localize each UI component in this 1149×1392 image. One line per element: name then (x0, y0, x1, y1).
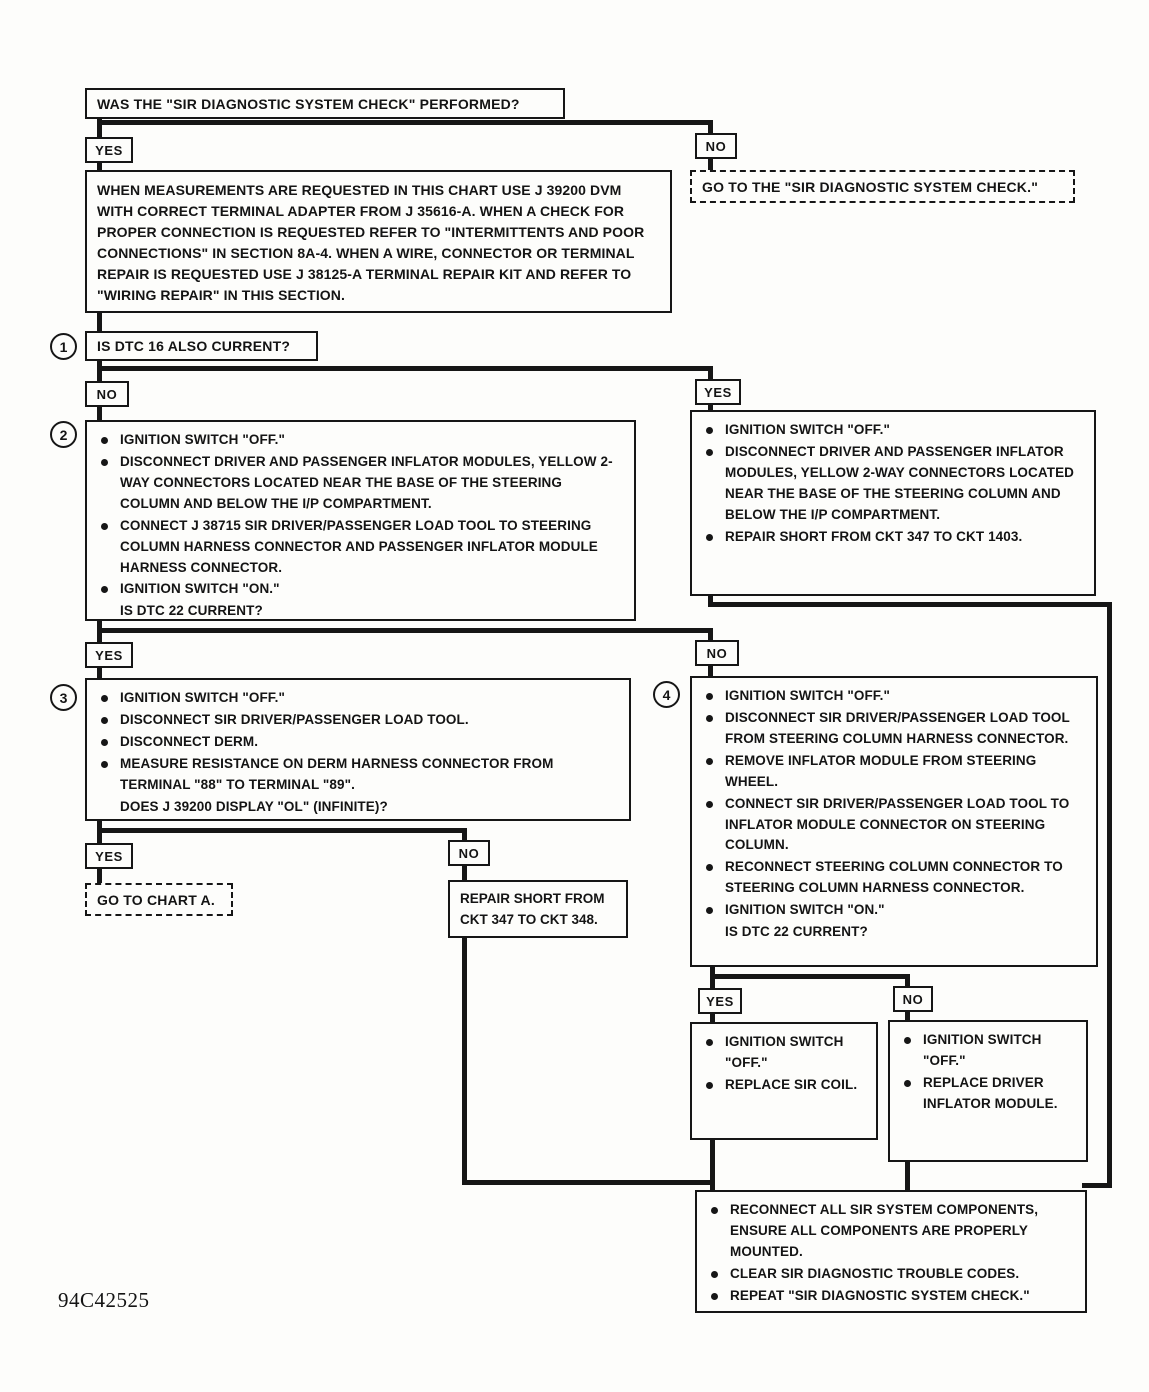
repair1403-item: DISCONNECT DRIVER AND PASSENGER INFLATOR MODULES, YELLOW 2-WAY CONNECTORS LOCATED NEAR THE BASE OF THE STEERING COLUMN AND BELOW THE I/P COMPARTMENT. (725, 443, 1075, 522)
no-label: NO (96, 386, 118, 402)
bullet-icon (706, 693, 713, 700)
step3-item: DISCONNECT SIR DRIVER/PASSENGER LOAD TOOL. (120, 711, 469, 727)
bullet-icon (101, 739, 108, 746)
step2-item: IGNITION SWITCH "ON." (120, 581, 280, 597)
bullet-icon (706, 427, 713, 434)
bullet-icon (706, 907, 713, 914)
repair348-box (448, 880, 628, 938)
step4-item: RECONNECT STEERING COLUMN CONNECTOR TO STEERING COLUMN HARNESS CONNECTOR. (725, 859, 1063, 896)
step3-box (85, 678, 631, 821)
branch-label-no-2 (85, 381, 129, 407)
bullet-icon (101, 717, 108, 724)
connector-line (97, 312, 102, 333)
bullet-icon (706, 1082, 713, 1089)
bullet-icon (904, 1037, 911, 1044)
step4-item: REMOVE INFLATOR MODULE FROM STEERING WHEEL. (725, 752, 1037, 789)
step4-item: IGNITION SWITCH "ON." (725, 902, 885, 918)
goto-system-check-text: GO TO THE "SIR DIAGNOSTIC SYSTEM CHECK." (702, 178, 1039, 195)
branch-label-yes-3 (85, 642, 133, 668)
final-item: REPEAT "SIR DIAGNOSTIC SYSTEM CHECK." (730, 1287, 1030, 1303)
step-badge-2 (50, 421, 77, 448)
step2-question: IS DTC 22 CURRENT? (120, 603, 263, 619)
dtc16-question-box (85, 331, 318, 361)
branch-label-yes-1 (85, 137, 133, 163)
bullet-icon (101, 523, 108, 530)
connector-line (710, 1140, 715, 1192)
connector-line (97, 120, 713, 125)
replace-module-box (888, 1020, 1088, 1162)
instructions-box (85, 170, 672, 313)
step2-item: DISCONNECT DRIVER AND PASSENGER INFLATOR MODULES, YELLOW 2-WAY CONNECTORS LOCATED NEAR THE BASE OF THE STEERING COLUMN AND BELOW THE I/P COMPARTMENT. (120, 453, 613, 511)
bullet-icon (711, 1293, 718, 1300)
step-badge-1 (50, 333, 77, 360)
repair348-text: REPAIR SHORT FROM CKT 347 TO CKT 348. (460, 891, 605, 927)
connector-line (1107, 602, 1112, 1188)
yes-label: YES (95, 142, 123, 158)
step4-item: CONNECT SIR DRIVER/PASSENGER LOAD TOOL TO INFLATOR MODULE CONNECTOR ON STEERING COLUMN. (725, 795, 1070, 853)
bullet-icon (101, 761, 108, 768)
bullet-icon (706, 801, 713, 808)
yes-label: YES (704, 384, 732, 400)
bullet-icon (706, 1039, 713, 1046)
bullet-icon (706, 758, 713, 765)
badge-2-number: 2 (59, 426, 68, 443)
connector-line (462, 938, 467, 1185)
step4-item: IGNITION SWITCH "OFF." (725, 688, 890, 703)
branch-label-no-4 (448, 840, 490, 866)
step2-item: IGNITION SWITCH "OFF." (120, 432, 285, 447)
replace-coil-box (690, 1022, 878, 1140)
connector-line (708, 602, 1112, 607)
no-label: NO (458, 845, 480, 861)
goto-chart-a-box (85, 883, 233, 916)
step3-item: DISCONNECT DERM. (120, 733, 259, 749)
final-item: CLEAR SIR DIAGNOSTIC TROUBLE CODES. (730, 1265, 1020, 1281)
repair1403-box (690, 410, 1096, 596)
badge-4-number: 4 (662, 686, 671, 703)
instructions-text: WHEN MEASUREMENTS ARE REQUESTED IN THIS CHART USE J 39200 DVM WITH CORRECT TERMINAL ADAPTER FROM J 35616-A. WHEN A CHECK FOR PROPER CONNECTION IS REQUESTED REFER TO "INTERMITTENTS AND POOR CONNECTIONS" IN SECTION 8A-4. WHEN A WIRE, CONNECTOR OR TERMINAL REPAIR IS REQUESTED USE J 38125-A TERMINAL REPAIR KIT AND REFER TO "WIRING REPAIR" IN THIS SECTION. (97, 182, 645, 303)
bullet-icon (711, 1207, 718, 1214)
step3-question: DOES J 39200 DISPLAY "OL" (INFINITE)? (120, 798, 388, 814)
goto-chart-a-text: GO TO CHART A. (97, 891, 215, 908)
step2-item: CONNECT J 38715 SIR DRIVER/PASSENGER LOAD TOOL TO STEERING COLUMN HARNESS CONNECTOR AND PASSENGER INFLATOR MODULE HARNESS CONNECTOR. (120, 517, 598, 575)
connector-line (462, 1180, 715, 1185)
no-label: NO (902, 991, 924, 1007)
bullet-icon (904, 1080, 911, 1087)
final-item: RECONNECT ALL SIR SYSTEM COMPONENTS, ENSURE ALL COMPONENTS ARE PROPERLY MOUNTED. (730, 1202, 1039, 1259)
branch-label-no-5 (893, 986, 933, 1012)
branch-label-no-3 (695, 640, 739, 666)
step4-box (690, 676, 1098, 967)
connector-line (905, 1160, 910, 1192)
figure-code: 94C42525 (58, 1288, 150, 1312)
step4-item: DISCONNECT SIR DRIVER/PASSENGER LOAD TOOL FROM STEERING COLUMN HARNESS CONNECTOR. (725, 709, 1070, 746)
yes-label: YES (95, 647, 123, 663)
replace-coil-item: IGNITION SWITCH "OFF." (725, 1034, 844, 1070)
step-badge-3 (50, 684, 77, 711)
branch-label-no-1 (695, 133, 737, 159)
connector-line (97, 628, 713, 633)
branch-label-yes-5 (698, 988, 742, 1014)
dtc16-question-text: IS DTC 16 ALSO CURRENT? (97, 338, 291, 354)
step3-item: IGNITION SWITCH "OFF." (120, 690, 285, 705)
start-question-box (85, 88, 565, 119)
bullet-icon (101, 459, 108, 466)
no-label: NO (706, 645, 728, 661)
bullet-icon (706, 534, 713, 541)
step-badge-4 (653, 681, 680, 708)
yes-label: YES (706, 993, 734, 1009)
bullet-icon (101, 437, 108, 444)
connector-line (97, 828, 467, 833)
bullet-icon (706, 864, 713, 871)
connector-line (97, 361, 102, 383)
yes-label: YES (95, 848, 123, 864)
replace-module-item: REPLACE DRIVER INFLATOR MODULE. (923, 1074, 1058, 1111)
bullet-icon (706, 449, 713, 456)
start-question-text: WAS THE "SIR DIAGNOSTIC SYSTEM CHECK" PERFORMED? (97, 95, 520, 112)
badge-1-number: 1 (59, 338, 68, 355)
no-label: NO (705, 138, 727, 154)
bullet-icon (101, 586, 108, 593)
bullet-icon (711, 1271, 718, 1278)
replace-module-item: IGNITION SWITCH "OFF." (923, 1032, 1042, 1068)
final-box (695, 1190, 1087, 1313)
branch-label-yes-4 (85, 843, 133, 869)
bullet-icon (101, 695, 108, 702)
step4-question: IS DTC 22 CURRENT? (725, 924, 868, 940)
goto-system-check-box (690, 170, 1075, 203)
connector-line (97, 366, 713, 371)
connector-line (1082, 1183, 1112, 1188)
repair1403-item: REPAIR SHORT FROM CKT 347 TO CKT 1403. (725, 528, 1023, 544)
step3-item: MEASURE RESISTANCE ON DERM HARNESS CONNECTOR FROM TERMINAL "88" TO TERMINAL "89". (120, 755, 554, 792)
replace-coil-item: REPLACE SIR COIL. (725, 1076, 858, 1092)
step2-box (85, 420, 636, 621)
repair1403-item: IGNITION SWITCH "OFF." (725, 422, 890, 437)
connector-line (710, 974, 910, 979)
bullet-icon (706, 715, 713, 722)
badge-3-number: 3 (59, 689, 68, 706)
branch-label-yes-2 (695, 379, 741, 405)
